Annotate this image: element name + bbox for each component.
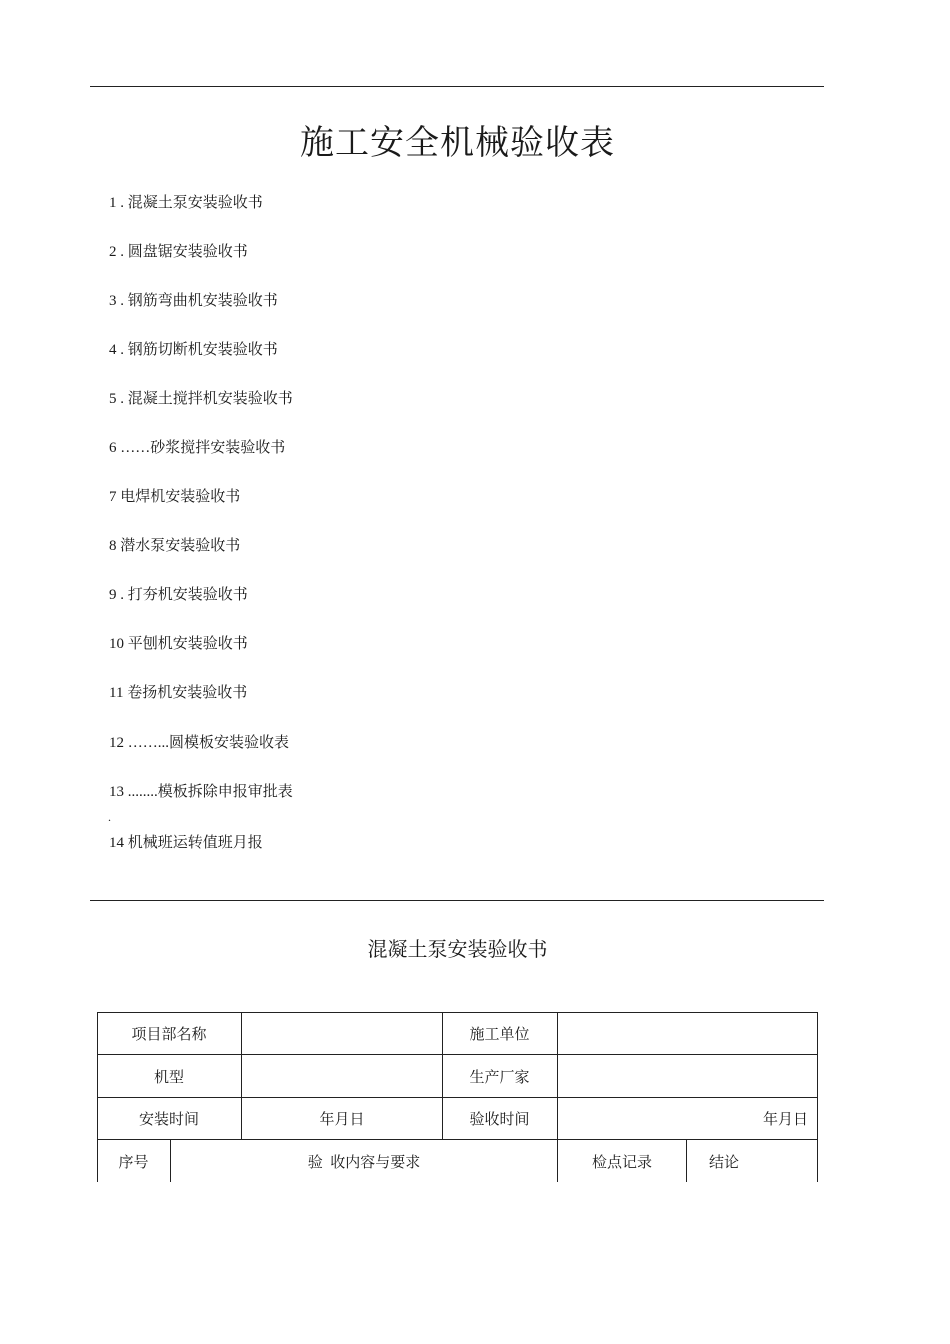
form-line bbox=[817, 1012, 818, 1182]
toc-item bbox=[109, 289, 278, 313]
toc-item-label: 打夯机安装验收书 bbox=[127, 587, 248, 603]
toc-item-label: 潜水泵安装验收书 bbox=[120, 538, 241, 554]
toc-item-separator: . bbox=[116, 587, 128, 603]
top-rule bbox=[90, 86, 824, 87]
contractor-field[interactable] bbox=[558, 1012, 817, 1054]
toc-item bbox=[109, 338, 278, 362]
toc-item-label: 机械班运转值班月报 bbox=[127, 835, 263, 851]
column-header-content bbox=[171, 1140, 557, 1182]
toc-item-label: 混凝土泵安装验收书 bbox=[127, 195, 263, 211]
maker-label bbox=[442, 1055, 557, 1097]
toc-item bbox=[109, 485, 240, 509]
toc-item-number: 1 bbox=[109, 195, 117, 211]
toc-item-label: ……砂浆搅拌安装验收书 bbox=[120, 440, 286, 456]
column-header-check bbox=[558, 1140, 686, 1182]
toc-item-separator: . bbox=[116, 293, 128, 309]
toc-item bbox=[109, 731, 289, 755]
toc-item bbox=[109, 831, 263, 855]
accept-time-label-text: 验收时间 bbox=[469, 1112, 530, 1128]
section-title: 混凝土泵安装验收书 bbox=[367, 939, 548, 961]
toc-item bbox=[109, 583, 248, 607]
maker-field[interactable] bbox=[558, 1055, 817, 1097]
toc-item-number: 14 bbox=[109, 835, 124, 851]
toc-item-number: 5 bbox=[109, 391, 117, 407]
toc-item bbox=[109, 534, 240, 558]
accept-time-field[interactable] bbox=[558, 1098, 808, 1139]
section-rule bbox=[90, 900, 824, 901]
toc-item-separator: . bbox=[116, 342, 128, 358]
acceptance-form bbox=[97, 1012, 817, 1182]
toc-item-separator: . bbox=[116, 391, 128, 407]
install-time-label-text: 安装时间 bbox=[138, 1112, 199, 1128]
project-field[interactable] bbox=[242, 1012, 442, 1054]
toc-item-number: 11 bbox=[109, 685, 124, 701]
toc-item-number: 13 bbox=[109, 784, 124, 800]
toc-item-label: ........模板拆除申报审批表 bbox=[127, 784, 293, 800]
toc-item-label: ……...圆模板安装验收表 bbox=[127, 735, 290, 751]
model-label-text: 机型 bbox=[153, 1069, 184, 1086]
page-title: 施工安全机械验收表 bbox=[300, 125, 615, 162]
project-label bbox=[97, 1012, 241, 1054]
toc-item-label: 电焊机安装验收书 bbox=[120, 489, 241, 505]
toc-item bbox=[109, 632, 248, 656]
project-label-text: 项目部名称 bbox=[131, 1026, 207, 1043]
column-header-seq-text: 序号 bbox=[118, 1154, 149, 1171]
contractor-label-text: 施工单位 bbox=[469, 1026, 530, 1043]
toc-item bbox=[109, 681, 247, 705]
accept-time-label bbox=[442, 1098, 557, 1139]
install-time-value: 年月日 bbox=[319, 1112, 365, 1128]
toc-item-label: 卷扬机安装验收书 bbox=[127, 685, 248, 701]
toc-item bbox=[109, 780, 293, 804]
column-header-check-text: 检点记录 bbox=[591, 1154, 652, 1171]
toc-item-number: 10 bbox=[109, 636, 124, 652]
toc-item bbox=[109, 436, 285, 460]
toc-item-label: 平刨机安装验收书 bbox=[127, 636, 248, 652]
toc-item-number: 3 bbox=[109, 293, 117, 309]
toc-item-number: 9 bbox=[109, 587, 117, 603]
toc-item-number: 4 bbox=[109, 342, 117, 358]
maker-label-text: 生产厂家 bbox=[469, 1069, 530, 1086]
column-header-conclusion bbox=[687, 1140, 817, 1182]
toc-item-separator: . bbox=[116, 195, 128, 211]
toc-item-number: 6 bbox=[109, 440, 117, 456]
toc-item-label: 钢筋切断机安装验收书 bbox=[127, 342, 278, 358]
toc-item bbox=[109, 191, 263, 215]
toc-item bbox=[109, 387, 293, 411]
toc-item-label: 混凝土搅拌机安装验收书 bbox=[127, 391, 293, 407]
column-header-content-text: 验 收内容与要求 bbox=[307, 1154, 421, 1171]
accept-time-value: 年月日 bbox=[762, 1112, 808, 1128]
toc-item-number: 12 bbox=[109, 735, 124, 751]
toc-item-separator: . bbox=[116, 244, 128, 260]
install-time-label bbox=[97, 1098, 241, 1139]
column-header-seq bbox=[97, 1140, 170, 1182]
model-label bbox=[97, 1055, 241, 1097]
toc-item-label: 圆盘锯安装验收书 bbox=[127, 244, 248, 260]
toc-item-label: 钢筋弯曲机安装验收书 bbox=[127, 293, 278, 309]
model-field[interactable] bbox=[242, 1055, 442, 1097]
toc-item bbox=[109, 240, 248, 264]
stray-dot: . bbox=[108, 810, 111, 824]
toc-item-number: 7 bbox=[109, 489, 117, 505]
install-time-field[interactable] bbox=[242, 1098, 442, 1139]
toc-item-number: 8 bbox=[109, 538, 117, 554]
contractor-label bbox=[442, 1012, 557, 1054]
column-header-conclusion-text: 结论 bbox=[709, 1154, 740, 1171]
toc-item-number: 2 bbox=[109, 244, 117, 260]
